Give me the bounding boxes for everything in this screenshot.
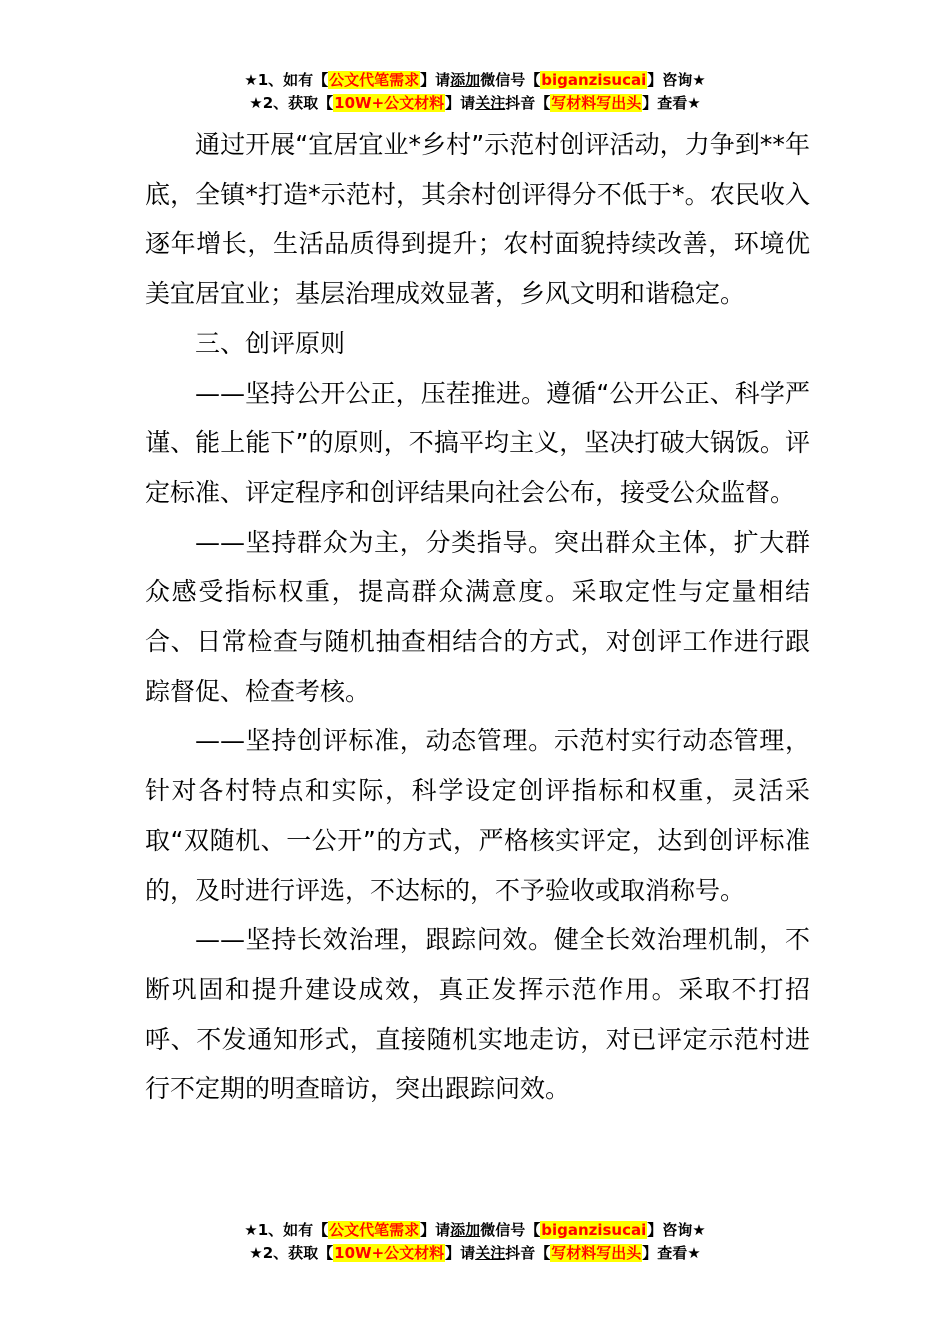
principle-paragraph: ——坚持创评标准，动态管理。示范村实行动态管理，针对各村特点和实际，科学设定创评指标和权重，灵活采取“双随机、一公开”的方式，严格核实评定，达到创评标准的，及时进行评选，不达标的，不予验收或取消称号。 — [145, 726, 810, 905]
section-heading: 三、创评原则 — [195, 328, 346, 358]
star-icon: ★ — [692, 1221, 706, 1239]
banner-line-2: ★2、获取【10W+公文材料】请关注抖音【写材料写出头】查看★ — [249, 94, 701, 112]
banner-line-1: ★1、如有【公文代笔需求】请添加微信号【biganzisucai】咨询★ — [244, 1221, 706, 1239]
star-icon: ★ — [244, 1221, 258, 1239]
banner-line-1: ★1、如有【公文代笔需求】请添加微信号【biganzisucai】咨询★ — [244, 71, 706, 89]
principle-paragraph: ——坚持公开公正，压茬推进。遵循“公开公正、科学严谨、能上能下”的原则，不搞平均主义，坚决打破大锅饭。评定标准、评定程序和创评结果向社会公布，接受公众监督。 — [145, 378, 810, 507]
footer-banner — [0, 1219, 950, 1265]
highlight-douyin-name: 写材料写出头 — [551, 94, 642, 112]
highlight-service: 公文代笔需求 — [329, 1221, 420, 1239]
document-body — [145, 120, 810, 1114]
banner-line-2: ★2、获取【10W+公文材料】请关注抖音【写材料写出头】查看★ — [249, 1244, 701, 1262]
paragraph-goals: 通过开展“宜居宜业*乡村”示范村创评活动，力争到**年底，全镇*打造*示范村，其余村创评得分不低于*。农民收入逐年增长，生活品质得到提升；农村面貌持续改善，环境优美宜居宜业；基层治理成效显著，乡风文明和谐稳定。 — [145, 130, 810, 309]
star-icon: ★ — [687, 94, 701, 112]
star-icon: ★ — [687, 1244, 701, 1262]
highlight-materials: 10W+公文材料 — [334, 94, 445, 112]
highlight-service: 公文代笔需求 — [329, 71, 420, 89]
header-banner — [0, 69, 950, 115]
highlight-douyin-name: 写材料写出头 — [551, 1244, 642, 1262]
star-icon: ★ — [249, 1244, 263, 1262]
star-icon: ★ — [692, 71, 706, 89]
principle-paragraph: ——坚持群众为主，分类指导。突出群众主体，扩大群众感受指标权重，提高群众满意度。采取定性与定量相结合、日常检查与随机抽查相结合的方式，对创评工作进行跟踪督促、检查考核。 — [145, 527, 810, 706]
star-icon: ★ — [249, 94, 263, 112]
highlight-wechat-id: biganzisucai — [541, 71, 647, 89]
highlight-wechat-id: biganzisucai — [541, 1221, 647, 1239]
star-icon: ★ — [244, 71, 258, 89]
highlight-materials: 10W+公文材料 — [334, 1244, 445, 1262]
principle-paragraph: ——坚持长效治理，跟踪问效。健全长效治理机制，不断巩固和提升建设成效，真正发挥示范作用。采取不打招呼、不发通知形式，直接随机实地走访，对已评定示范村进行不定期的明查暗访，突出跟踪问效。 — [145, 925, 810, 1104]
